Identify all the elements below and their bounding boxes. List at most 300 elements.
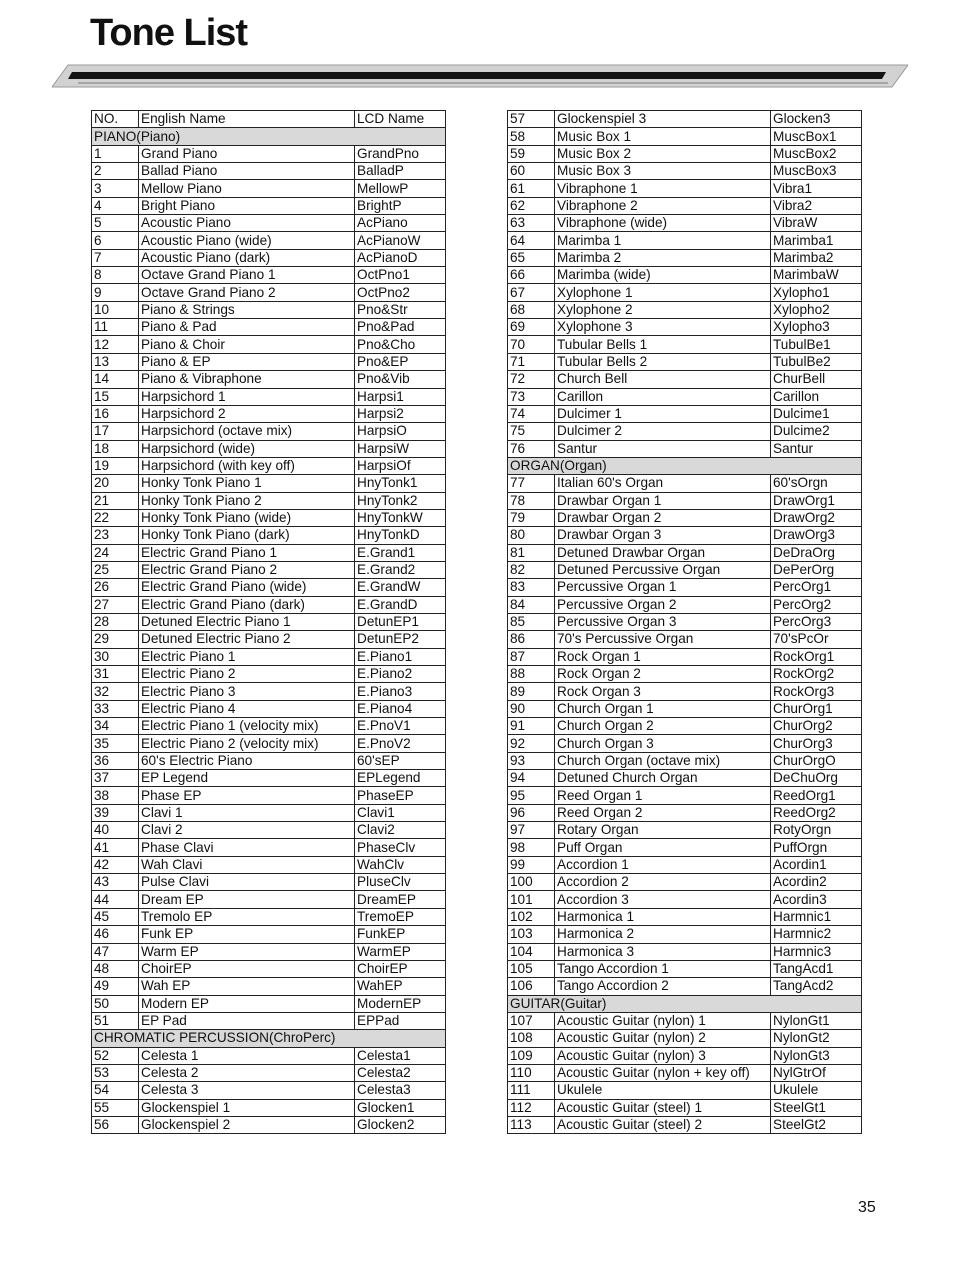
table-row <box>92 770 446 787</box>
tone-english-name: Tango Accordion 2 <box>555 978 771 995</box>
tone-number: 92 <box>508 735 555 752</box>
tone-english-name: Church Organ 2 <box>555 718 771 735</box>
table-row <box>508 960 862 977</box>
tone-lcd-name: PercOrg2 <box>771 596 862 613</box>
tone-number: 3 <box>92 180 139 197</box>
table-row <box>508 561 862 578</box>
tone-number: 51 <box>92 1012 139 1029</box>
table-row <box>92 301 446 318</box>
table-row <box>508 648 862 665</box>
tone-english-name: Clavi 1 <box>139 804 355 821</box>
tone-lcd-name: GrandPno <box>355 145 446 162</box>
tone-number: 49 <box>92 978 139 995</box>
tone-number: 96 <box>508 804 555 821</box>
tone-english-name: Acoustic Piano (dark) <box>139 249 355 266</box>
table-row <box>92 960 446 977</box>
header-lcd-name: LCD Name <box>355 111 446 128</box>
tone-english-name: Funk EP <box>139 926 355 943</box>
tone-english-name: Puff Organ <box>555 839 771 856</box>
tone-lcd-name: VibraW <box>771 215 862 232</box>
tone-lcd-name: Acordin1 <box>771 856 862 873</box>
tone-english-name: Harpsichord (with key off) <box>139 457 355 474</box>
table-row <box>508 1116 862 1133</box>
tone-number: 60 <box>508 163 555 180</box>
tone-number: 27 <box>92 596 139 613</box>
tone-number: 33 <box>92 700 139 717</box>
tone-english-name: Acoustic Guitar (nylon) 3 <box>555 1047 771 1064</box>
tone-lcd-name: RotyOrgn <box>771 822 862 839</box>
table-row <box>508 423 862 440</box>
tone-number: 62 <box>508 197 555 214</box>
tone-english-name: Church Organ 3 <box>555 735 771 752</box>
table-row <box>508 874 862 891</box>
tone-number: 55 <box>92 1099 139 1116</box>
tone-lcd-name: Xylopho1 <box>771 284 862 301</box>
table-row <box>508 336 862 353</box>
tone-english-name: Acoustic Piano <box>139 215 355 232</box>
tone-number: 24 <box>92 544 139 561</box>
section-label: CHROMATIC PERCUSSION(ChroPerc) <box>92 1030 446 1047</box>
tone-lcd-name: TubulBe2 <box>771 353 862 370</box>
tone-lcd-name: Pno&EP <box>355 353 446 370</box>
tone-english-name: Detuned Electric Piano 1 <box>139 613 355 630</box>
tone-lcd-name: DeChuOrg <box>771 770 862 787</box>
tone-lcd-name: HarpsiW <box>355 440 446 457</box>
table-row <box>92 1099 446 1116</box>
table-row <box>508 232 862 249</box>
tone-lcd-name: DetunEP2 <box>355 631 446 648</box>
tone-english-name: Dulcimer 2 <box>555 423 771 440</box>
tone-lcd-name: ChurOrg3 <box>771 735 862 752</box>
tone-english-name: Grand Piano <box>139 145 355 162</box>
tone-lcd-name: Dulcime1 <box>771 405 862 422</box>
table-row <box>92 1082 446 1099</box>
tone-english-name: Percussive Organ 3 <box>555 613 771 630</box>
tone-number: 104 <box>508 943 555 960</box>
table-row <box>92 822 446 839</box>
tone-lcd-name: ReedOrg1 <box>771 787 862 804</box>
tone-english-name: Mellow Piano <box>139 180 355 197</box>
tone-number: 7 <box>92 249 139 266</box>
tone-lcd-name: BrightP <box>355 197 446 214</box>
table-row <box>92 544 446 561</box>
tone-number: 63 <box>508 215 555 232</box>
tone-lcd-name: ModernEP <box>355 995 446 1012</box>
tone-number: 35 <box>92 735 139 752</box>
table-row <box>508 267 862 284</box>
tone-lcd-name: Celesta1 <box>355 1047 446 1064</box>
tone-english-name: Percussive Organ 2 <box>555 596 771 613</box>
table-row <box>92 856 446 873</box>
section-header-row <box>508 457 862 474</box>
tone-number: 41 <box>92 839 139 856</box>
tone-number: 19 <box>92 457 139 474</box>
table-row <box>92 163 446 180</box>
tone-lcd-name: WahClv <box>355 856 446 873</box>
table-row <box>92 1012 446 1029</box>
table-row <box>508 509 862 526</box>
tone-english-name: Vibraphone 2 <box>555 197 771 214</box>
tone-english-name: Phase EP <box>139 787 355 804</box>
tone-number: 100 <box>508 874 555 891</box>
tone-number: 50 <box>92 995 139 1012</box>
tone-lcd-name: E.Piano4 <box>355 700 446 717</box>
tone-number: 107 <box>508 1012 555 1029</box>
table-row <box>508 544 862 561</box>
tone-number: 53 <box>92 1064 139 1081</box>
tone-number: 1 <box>92 145 139 162</box>
tone-lcd-name: Xylopho2 <box>771 301 862 318</box>
tone-number: 6 <box>92 232 139 249</box>
tone-english-name: Detuned Drawbar Organ <box>555 544 771 561</box>
tone-lcd-name: Pno&Pad <box>355 319 446 336</box>
tone-lcd-name: E.Grand1 <box>355 544 446 561</box>
table-row <box>92 457 446 474</box>
table-row <box>508 249 862 266</box>
section-label: GUITAR(Guitar) <box>508 995 862 1012</box>
table-row <box>92 388 446 405</box>
tone-lcd-name: ReedOrg2 <box>771 804 862 821</box>
tone-number: 59 <box>508 145 555 162</box>
tone-lcd-name: Dulcime2 <box>771 423 862 440</box>
table-row <box>92 440 446 457</box>
table-row <box>508 111 862 128</box>
tone-number: 11 <box>92 319 139 336</box>
tone-english-name: Drawbar Organ 1 <box>555 492 771 509</box>
tone-number: 54 <box>92 1082 139 1099</box>
table-row <box>92 752 446 769</box>
table-row <box>508 804 862 821</box>
tone-english-name: Acoustic Guitar (nylon) 1 <box>555 1012 771 1029</box>
table-row <box>92 527 446 544</box>
table-row <box>92 839 446 856</box>
tone-lcd-name: Glocken1 <box>355 1099 446 1116</box>
tone-lcd-name: ChurBell <box>771 371 862 388</box>
tone-number: 56 <box>92 1116 139 1133</box>
tone-number: 91 <box>508 718 555 735</box>
tone-lcd-name: HarpsiOf <box>355 457 446 474</box>
table-row <box>92 215 446 232</box>
table-row <box>508 371 862 388</box>
tone-number: 87 <box>508 648 555 665</box>
table-row <box>92 561 446 578</box>
tone-english-name: Electric Piano 4 <box>139 700 355 717</box>
tone-english-name: Celesta 2 <box>139 1064 355 1081</box>
tone-english-name: Piano & EP <box>139 353 355 370</box>
section-label: PIANO(Piano) <box>92 128 446 145</box>
tone-lcd-name: TremoEP <box>355 908 446 925</box>
tone-lcd-name: WahEP <box>355 978 446 995</box>
tone-number: 102 <box>508 908 555 925</box>
table-row <box>92 926 446 943</box>
tone-english-name: Glockenspiel 2 <box>139 1116 355 1133</box>
table-row <box>508 683 862 700</box>
tone-english-name: Acoustic Guitar (nylon + key off) <box>555 1064 771 1081</box>
tone-lcd-name: Harmnic3 <box>771 943 862 960</box>
table-row <box>508 926 862 943</box>
tone-number: 97 <box>508 822 555 839</box>
tone-english-name: Harpsichord (wide) <box>139 440 355 457</box>
table-row <box>508 440 862 457</box>
tone-number: 43 <box>92 874 139 891</box>
table-row <box>92 683 446 700</box>
tone-english-name: ChoirEP <box>139 960 355 977</box>
tone-english-name: Honky Tonk Piano 2 <box>139 492 355 509</box>
table-row <box>92 284 446 301</box>
tone-lcd-name: MellowP <box>355 180 446 197</box>
tone-lcd-name: RockOrg3 <box>771 683 862 700</box>
table-row <box>508 405 862 422</box>
tone-english-name: Acoustic Guitar (nylon) 2 <box>555 1030 771 1047</box>
tone-number: 37 <box>92 770 139 787</box>
tone-english-name: Accordion 2 <box>555 874 771 891</box>
tone-lcd-name: Acordin2 <box>771 874 862 891</box>
tone-number: 22 <box>92 509 139 526</box>
tone-lcd-name: Acordin3 <box>771 891 862 908</box>
tone-lcd-name: NylGtrOf <box>771 1064 862 1081</box>
section-header-row <box>508 995 862 1012</box>
tone-english-name: Church Organ (octave mix) <box>555 752 771 769</box>
tone-number: 57 <box>508 111 555 128</box>
tone-english-name: Honky Tonk Piano 1 <box>139 475 355 492</box>
tone-lcd-name: HnyTonkW <box>355 509 446 526</box>
tone-english-name: 70's Percussive Organ <box>555 631 771 648</box>
tone-number: 94 <box>508 770 555 787</box>
tone-lcd-name: OctPno1 <box>355 267 446 284</box>
table-row <box>92 579 446 596</box>
tone-english-name: Carillon <box>555 388 771 405</box>
tone-number: 16 <box>92 405 139 422</box>
tone-lcd-name: 60'sOrgn <box>771 475 862 492</box>
table-row <box>92 700 446 717</box>
tone-lcd-name: NylonGt1 <box>771 1012 862 1029</box>
tone-lcd-name: 60'sEP <box>355 752 446 769</box>
tone-lcd-name: PercOrg3 <box>771 613 862 630</box>
tone-lcd-name: TangAcd1 <box>771 960 862 977</box>
header-no: NO. <box>92 111 139 128</box>
tone-lcd-name: Pno&Vib <box>355 371 446 388</box>
tone-lcd-name: Ukulele <box>771 1082 862 1099</box>
table-row <box>92 1047 446 1064</box>
tone-lcd-name: Harmnic1 <box>771 908 862 925</box>
tone-number: 99 <box>508 856 555 873</box>
table-row <box>508 613 862 630</box>
tone-english-name: Dream EP <box>139 891 355 908</box>
tone-english-name: Harmonica 1 <box>555 908 771 925</box>
table-row <box>508 319 862 336</box>
tone-number: 28 <box>92 613 139 630</box>
tone-lcd-name: E.Piano3 <box>355 683 446 700</box>
tone-lcd-name: DrawOrg3 <box>771 527 862 544</box>
tone-english-name: Accordion 1 <box>555 856 771 873</box>
tone-number: 40 <box>92 822 139 839</box>
tone-number: 14 <box>92 371 139 388</box>
tone-english-name: Xylophone 1 <box>555 284 771 301</box>
tone-table-right <box>507 110 862 1134</box>
tone-number: 58 <box>508 128 555 145</box>
tone-english-name: 60's Electric Piano <box>139 752 355 769</box>
tone-number: 93 <box>508 752 555 769</box>
tone-number: 106 <box>508 978 555 995</box>
table-header-row <box>92 111 446 128</box>
tone-english-name: Xylophone 2 <box>555 301 771 318</box>
tone-number: 29 <box>92 631 139 648</box>
table-row <box>92 596 446 613</box>
tone-english-name: Church Organ 1 <box>555 700 771 717</box>
table-row <box>508 666 862 683</box>
tone-lcd-name: E.Piano1 <box>355 648 446 665</box>
table-row <box>92 1116 446 1133</box>
tone-number: 65 <box>508 249 555 266</box>
tone-english-name: Celesta 1 <box>139 1047 355 1064</box>
tone-lcd-name: Vibra1 <box>771 180 862 197</box>
tone-english-name: Piano & Strings <box>139 301 355 318</box>
tone-number: 23 <box>92 527 139 544</box>
tone-lcd-name: ChurOrg2 <box>771 718 862 735</box>
tone-number: 103 <box>508 926 555 943</box>
table-row <box>92 787 446 804</box>
tone-english-name: Accordion 3 <box>555 891 771 908</box>
tone-english-name: Music Box 1 <box>555 128 771 145</box>
tone-lcd-name: Carillon <box>771 388 862 405</box>
header-rule-decoration <box>52 63 908 89</box>
tone-lcd-name: Marimba1 <box>771 232 862 249</box>
tone-english-name: EP Legend <box>139 770 355 787</box>
table-row <box>92 718 446 735</box>
tone-english-name: Rock Organ 3 <box>555 683 771 700</box>
tone-english-name: Music Box 2 <box>555 145 771 162</box>
tone-english-name: EP Pad <box>139 1012 355 1029</box>
tone-number: 82 <box>508 561 555 578</box>
tone-number: 13 <box>92 353 139 370</box>
tone-english-name: Detuned Church Organ <box>555 770 771 787</box>
tone-english-name: Music Box 3 <box>555 163 771 180</box>
tone-table-left <box>91 110 446 1134</box>
table-row <box>508 492 862 509</box>
tone-number: 17 <box>92 423 139 440</box>
table-row <box>92 336 446 353</box>
table-row <box>508 215 862 232</box>
tone-lcd-name: DrawOrg1 <box>771 492 862 509</box>
tone-number: 77 <box>508 475 555 492</box>
tone-lcd-name: MuscBox3 <box>771 163 862 180</box>
tone-number: 72 <box>508 371 555 388</box>
tone-lcd-name: ChurOrgO <box>771 752 862 769</box>
tone-number: 68 <box>508 301 555 318</box>
tone-lcd-name: HnyTonk2 <box>355 492 446 509</box>
tone-english-name: Electric Grand Piano 1 <box>139 544 355 561</box>
tone-number: 64 <box>508 232 555 249</box>
tone-english-name: Electric Grand Piano 2 <box>139 561 355 578</box>
tone-number: 38 <box>92 787 139 804</box>
tone-english-name: Detuned Percussive Organ <box>555 561 771 578</box>
tone-lcd-name: Pno&Str <box>355 301 446 318</box>
table-row <box>508 943 862 960</box>
tone-number: 81 <box>508 544 555 561</box>
tone-english-name: Italian 60's Organ <box>555 475 771 492</box>
tone-number: 5 <box>92 215 139 232</box>
tone-number: 84 <box>508 596 555 613</box>
tone-english-name: Rock Organ 1 <box>555 648 771 665</box>
tone-lcd-name: Celesta2 <box>355 1064 446 1081</box>
tone-number: 46 <box>92 926 139 943</box>
tone-english-name: Percussive Organ 1 <box>555 579 771 596</box>
tone-english-name: Vibraphone (wide) <box>555 215 771 232</box>
section-label: ORGAN(Organ) <box>508 457 862 474</box>
tone-lcd-name: E.PnoV2 <box>355 735 446 752</box>
tone-number: 34 <box>92 718 139 735</box>
tone-number: 74 <box>508 405 555 422</box>
tone-lcd-name: E.PnoV1 <box>355 718 446 735</box>
tone-english-name: Electric Grand Piano (wide) <box>139 579 355 596</box>
tone-english-name: Harpsichord 2 <box>139 405 355 422</box>
tone-english-name: Glockenspiel 1 <box>139 1099 355 1116</box>
tone-lcd-name: ChoirEP <box>355 960 446 977</box>
tone-number: 86 <box>508 631 555 648</box>
tone-english-name: Drawbar Organ 3 <box>555 527 771 544</box>
tone-english-name: Piano & Pad <box>139 319 355 336</box>
table-row <box>508 388 862 405</box>
tone-number: 85 <box>508 613 555 630</box>
tone-lcd-name: Celesta3 <box>355 1082 446 1099</box>
tone-english-name: Honky Tonk Piano (wide) <box>139 509 355 526</box>
tone-lcd-name: SteelGt2 <box>771 1116 862 1133</box>
tone-number: 25 <box>92 561 139 578</box>
table-row <box>508 839 862 856</box>
table-row <box>92 874 446 891</box>
tone-english-name: Warm EP <box>139 943 355 960</box>
table-row <box>508 353 862 370</box>
table-row <box>92 405 446 422</box>
tone-number: 42 <box>92 856 139 873</box>
tone-lcd-name: Vibra2 <box>771 197 862 214</box>
table-row <box>508 1012 862 1029</box>
table-row <box>92 145 446 162</box>
page-title: Tone List <box>90 12 248 54</box>
tone-number: 83 <box>508 579 555 596</box>
tone-number: 4 <box>92 197 139 214</box>
tone-english-name: Rotary Organ <box>555 822 771 839</box>
tone-number: 79 <box>508 509 555 526</box>
tone-english-name: Marimba 2 <box>555 249 771 266</box>
table-row <box>92 267 446 284</box>
table-row <box>508 128 862 145</box>
tone-lcd-name: Santur <box>771 440 862 457</box>
tone-lcd-name: SteelGt1 <box>771 1099 862 1116</box>
table-row <box>508 700 862 717</box>
tone-number: 108 <box>508 1030 555 1047</box>
tone-english-name: Phase Clavi <box>139 839 355 856</box>
tone-english-name: Dulcimer 1 <box>555 405 771 422</box>
tone-lcd-name: Clavi2 <box>355 822 446 839</box>
table-row <box>508 1082 862 1099</box>
tone-number: 111 <box>508 1082 555 1099</box>
table-row <box>92 631 446 648</box>
table-row <box>92 908 446 925</box>
tone-number: 95 <box>508 787 555 804</box>
tone-lcd-name: MuscBox2 <box>771 145 862 162</box>
section-header-row <box>92 128 446 145</box>
tone-english-name: Tubular Bells 1 <box>555 336 771 353</box>
table-row <box>508 197 862 214</box>
tone-lcd-name: PhaseClv <box>355 839 446 856</box>
tone-lcd-name: AcPiano <box>355 215 446 232</box>
tone-lcd-name: DrawOrg2 <box>771 509 862 526</box>
tone-lcd-name: RockOrg2 <box>771 666 862 683</box>
table-row <box>508 752 862 769</box>
tone-number: 71 <box>508 353 555 370</box>
tone-english-name: Modern EP <box>139 995 355 1012</box>
